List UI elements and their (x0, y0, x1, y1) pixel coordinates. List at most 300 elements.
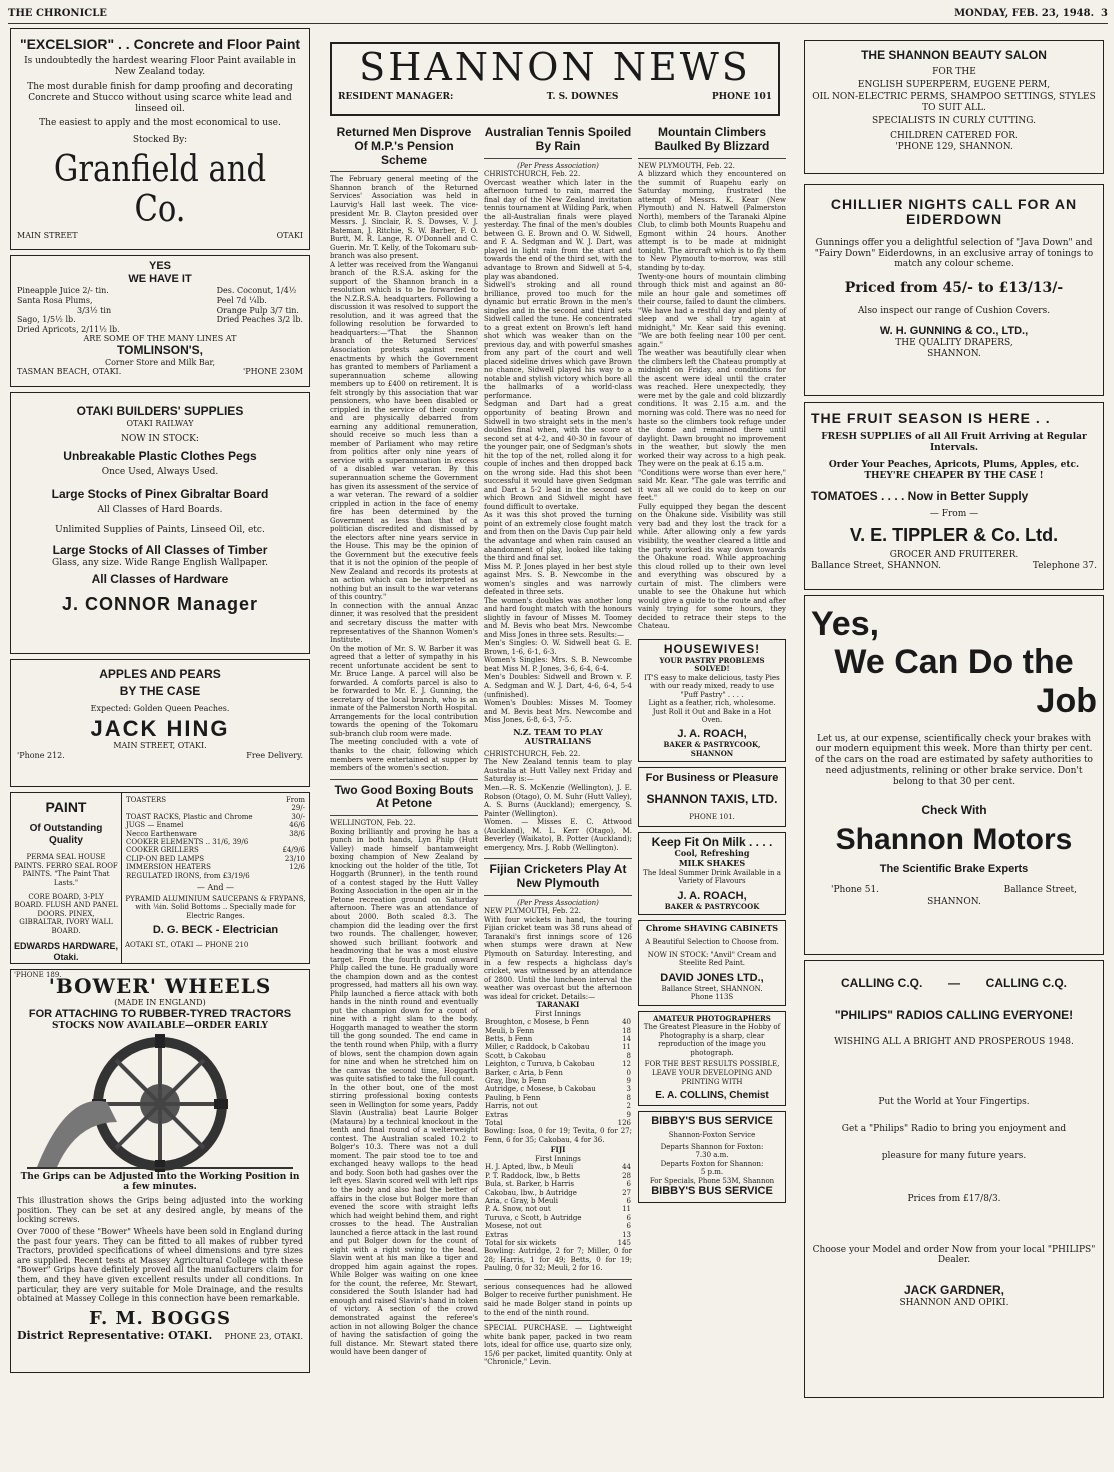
batting-row (484, 1163, 632, 1171)
housewives-sub: YOUR PASTRY PROBLEMS SOLVED! (659, 655, 765, 674)
roach-sub: BAKER & PASTRYCOOK, SHANNON (663, 740, 761, 758)
row-value: 38/6 (289, 829, 305, 838)
row-label: Total (485, 1118, 503, 1127)
row-label: Pauling, b Fenn (485, 1093, 541, 1102)
excelsior-line2: The most durable finish for damp proofing and decorating Concrete and Stucco without using scarce white lead and linseed oil. (27, 81, 293, 114)
row-value: 23/10 (284, 854, 305, 863)
item: 3/3½ tin (77, 305, 112, 315)
gunning-price: Priced from 45/- to £13/13/- (844, 280, 1064, 297)
philips-t10: Choose your Model and order Now from your local "PHILIPS" Dealer. (812, 1244, 1096, 1266)
motors-yes: Yes, (811, 605, 880, 643)
row-label: Gray, lbw, b Fenn (485, 1076, 547, 1085)
jones-ad (638, 920, 786, 1005)
news-column-1 (330, 122, 478, 1467)
boxing-continued: serious consequences had he allowed Bolger to receive further punishment. He said he made Bolger stand in points up to the end of the ninth round. (484, 1282, 632, 1317)
milk-ad (638, 832, 786, 916)
price-row (125, 846, 306, 854)
row-label: Harris, not out (485, 1102, 538, 1111)
row-value (281, 838, 306, 846)
row-value: 145 (617, 1238, 631, 1247)
tennis-subhead: N.Z. TEAM TO PLAY AUSTRALIANS (513, 726, 603, 747)
bower-title: 'BOWER' WHEELS (48, 974, 272, 998)
tippler-footer (811, 561, 1097, 572)
row-label: Betts, b Fenn (485, 1035, 533, 1044)
builders-line4: All Classes of Hard Boards. (97, 504, 223, 515)
batting-row (484, 1197, 632, 1205)
row-value: 3 (626, 1085, 631, 1094)
taxis-t1: For Business or Pleasure (645, 772, 779, 785)
row-label: Extras (485, 1110, 508, 1119)
item: Dried Peaches 3/2 lb. (216, 315, 303, 325)
mountain-headline: Mountain Climbers Baulked By Blizzard (654, 125, 770, 153)
batting-row (484, 1043, 632, 1051)
bower-p2: Over 7000 of these "Bower" Wheels have been sold in England during the past four years. They can be fitted to all makes of rubber tyred Tractors, provided specifications of wheel dimensions and tyre sizes are supplied. Recent tests at Massey Agricultural College with these "Bower" Grips have definitely proved all the manufacturers claim for them, and they have given excellent results under all conditions. In particular, they are very suitable for Mole Drainage, and the results obtained at Massey College in this connection have been remarkable. (17, 1226, 303, 1304)
mountain-body: NEW PLYMOUTH, Feb. 22. A blizzard which they encountered on the summit of Ruapehu early on Saturday morning, frustrated the attempt of Messrs. K. Kear (New Plymouth) and N. Hatwell (Palmerston North), members of the Taranaki Alpine Club, to climb both Mounts Ruapehu and Egmont within 24 hours. Another attempt is to be made at midnight tonight. The aircraft which is to fly them to New Plymouth to-morrow, was still standing by to-day. Twenty-one hours of mountain climbing through thick mist and against an 80-mile an hour gale and sometimes off their course, failed to daunt the climbers. "We have had a restful day and plenty of sleep and we shall try again at midnight," Mr. Kear said this evening. "We are both feeling near 100 per cent. again." The weather was beautifully clear when the climbers left the Chateau promptly at midnight on Friday, and conditions for the ascent were ideal until the crater was reached. Here unexpectedly, they were met by the gale and cold blizzardly conditions. It was 2.15 a.m. and the morning was cold. There was no need for haste so the climbers took refuge under the dome and remained there until daylight. Dawn brought no improvement in the weather, but slowly the men worked their way across to a high peak. They were on the peak at 6.15 a.m. "Conditions were worse than ever here," said Mr. Kear. "The gale was terrific and it was all we could do to keep on our feet." Fully equipped they began the descent on the Ohakune side. Visibility was still very bad and they lost the track for a while. After allowing only a few yards visibility, the weather cleared a little and the party worked its way down towards the Ohakune road. While approaching this cloud rolled up to their own level and everything was obscured by a curtain of mist. The climbers were unable to see the Ohakune hut which would give a guide to the route and after vainly trying for some hours, they decided to retrace their steps to the Chateau. (638, 161, 787, 631)
batting-row (484, 1035, 632, 1043)
builders-sub: OTAKI RAILWAY (126, 418, 194, 428)
street: MAIN STREET (17, 231, 78, 241)
fiji-body: NEW PLYMOUTH, Feb. 22. With four wickets in hand, the touring Fijian cricket team was 38 runs ahead of Taranaki's first innings score of 126 when stumps were drawn at New Plymouth on Saturday. Interesting, and in a few respects a highclass day's cricket, was witnessed by an attendance of 2800. Until the luncheon interval the weather was overcast but the afternoon was ideal for cricket. Details:— (484, 907, 632, 1001)
dash: — (948, 976, 960, 990)
jack-hing-ad (10, 659, 310, 787)
tennis-body: CHRISTCHURCH, Feb. 22. Overcast weather which later in the afternoon turned to rain, marred the final day of the New Zealand invitation tennis tournament at Wilding Park, when the all-Australian finals were played yesterday. The final of the men's doubles between G. E. Brown and O. W. Sidwell, and F. A. Sedgman and W. J. Dart, was played in light rain from the start and towards the end of the third set, with the advantage to Brown and Sidwell at 5-4, play was abandoned. Sidwell's stroking and all round brilliance, proved too much for the dynamic but erratic Brown in the men's singles and in the second and third sets Sidwell called the tune. He concentrated to a great extent on Brown's left hand shot which was weaker than on the previous day, and with powerful smashes from any part of the court and well placed sideline drives which gave Brown no chance, Sidwell played his way to a notable and stylish victory which bore all the hallmarks of a world-class performance. Sedgman and Dart had a great opportunity of beating Brown and Sidwell in two straight sets in the men's doubles final when, with the score at second set at 4-2, and 40-30 in favour of the younger pair, one of Sedgman's shots hit the top of the net, rolled along it for couple of inches and then dropped back on the wrong side. Had this shot been successful it would have given Sedgman and Dart a 5-2 lead in the second set which Brown and Sidwell might have found difficult to overtake. As it was this shot proved the turning point of an extremely close fought match and from then on the Davis Cup pair held the advantage and when rain caused an abandonment of play, looked like taking the third and final set. Miss M. P. Jones played in her best style against Mrs. S. B. Newcombe in the women's singles and was narrowly defeated in three sets. The women's doubles was another long and hard fought match with the honours slightly in favour of Misses M. Toomey and M. Bevis who beat Mrs. Newcombe and Miss Jones in three sets. Results:— Men's Singles: O. W. Sidwell beat G. E. Brown, 1-6, 6-1, 6-3. Women's Singles: Mrs. S. B. Newcombe beat Miss M. P. Jones, 3-6, 6-4, 6-4. Men's Doubles: Sidwell and Brown v. F. A. Sedgman and W. J. Dart, 4-6, 6-4, 5-4 (unfinished). Women's Doubles: Misses M. Toomey and M. Bevis beat Mrs. Newcombe and Miss Jones, 6-8, 6-3, 7-5. (484, 170, 632, 725)
fruit-season: THE FRUIT SEASON IS HERE . . (811, 410, 1051, 426)
bibby-bus-ad (638, 1111, 786, 1203)
tippler-t6: GROCER AND FRUITERER. (889, 549, 1019, 560)
milk-t2: Cool, Refreshing (674, 848, 750, 859)
tippler-t2: FRESH SUPPLIES of all All Fruit Arriving at Regular Intervals. (821, 432, 1087, 454)
batting-row (484, 1205, 632, 1213)
price-row (125, 863, 306, 871)
paper-name: THE CHRONICLE (8, 8, 107, 19)
row-label: Total for six wickets (485, 1238, 557, 1247)
mgr-label: RESIDENT MANAGER: (338, 91, 454, 102)
jones-t1: Chrome SHAVING CABINETS (645, 923, 779, 934)
beauty-t3: ENGLISH SUPERPERM, EUGENE PERM, (857, 79, 1051, 90)
motors-footer (811, 885, 1097, 896)
row-label: Broughton, c Mosese, b Fenn (485, 1018, 589, 1027)
row-label: TOASTERS (126, 796, 167, 804)
pans-text: PYRAMID ALUMINIUM SAUCEPANS & FRYPANS, with ⅛in. Solid Bottoms .. Specially made for Electric Ranges. (125, 894, 306, 920)
delivery: Free Delivery. (246, 750, 303, 760)
row-label: Aria, c Gray, b Meuli (485, 1197, 558, 1206)
motors-t6: The Scientific Brake Experts (879, 863, 1029, 876)
jones-phone: Phone 113S (690, 993, 734, 1002)
beauty-t4: OIL NON-ELECTRIC PERMS, SHAMPOO SETTINGS, STYLES TO SUIT ALL. (812, 92, 1096, 114)
bower-wheels-ad (10, 969, 310, 1373)
calling-cq-right: CALLING C.Q. (985, 976, 1067, 990)
row-label: Extras (485, 1230, 508, 1239)
taxis-ad (638, 767, 786, 827)
bower-made: (MADE IN ENGLAND) (114, 998, 206, 1007)
batting-row (484, 1018, 632, 1026)
row-label: JUGS — Enamel (126, 821, 184, 830)
tennis-body-2: CHRISTCHURCH, Feb. 22. The New Zealand tennis team to play Australia at Hutt Valley next Friday and Saturday is:— Men.—R. S. McKenzie (Wellington), J. E. Robson (Otago), O. M. Suhr (Hutt Valley), A. S. Burns (Auckland); emergency, S. Painter (Wellington). Women. — Misses E. C. Attwood (Auckland), M. L. Kerr (Otago), M. Beverley (Waikato), B. Potter (Auckland); emergency, Mrs. J. Robb (Wellington). (484, 749, 632, 852)
batting-row (484, 1077, 632, 1085)
paint-l2: CORE BOARD, 3-PLY BOARD. FLUSH AND PANEL DOORS. PINEX, GIBRALTAR, IVORY WALL BOARD. (14, 892, 118, 935)
philips-t8: pleasure for many future years. (881, 1150, 1027, 1161)
tippler-ad (804, 402, 1104, 590)
bus-t7: For Specials, Phone 53M, Shannon (649, 1176, 775, 1185)
builders-line2: Once Used, Always Used. (101, 466, 219, 477)
taxis-phone: PHONE 101. (689, 813, 735, 822)
price-row (125, 821, 306, 829)
row-value: 2 (626, 1102, 631, 1111)
row-label: Scott, b Cakobau (485, 1051, 546, 1060)
issue-date (954, 8, 1108, 19)
and-text: — And — (196, 882, 235, 892)
hing-footer (17, 751, 303, 761)
jones-t3: NOW IN STOCK: "Anvil" Cream and Steelite Red Paint. (647, 950, 777, 968)
special-purchase: SPECIAL PURCHASE. — Lightweight white bank paper, packed in two ream lots, ideal for office use, quarto size only, 15/6 per packet, limited quantity. Only at "Chronicle," Levin. (484, 1324, 632, 1367)
jones-addr: Ballance Street, SHANNON. (661, 984, 763, 993)
phone: 'PHONE 230M (243, 367, 303, 377)
price-row (125, 796, 306, 813)
apples-pears: APPLES AND PEARS (99, 667, 221, 681)
excelsior-line1: Is undoubtedly the hardest wearing Floor Paint available in New Zealand today. (24, 56, 296, 78)
shannon-motors-ad (804, 595, 1104, 955)
builders-supplies-ad (10, 392, 310, 654)
item: Santa Rosa Plums, (17, 295, 93, 305)
row-value (281, 872, 306, 880)
builders-line7: Glass, any size. Wide Range English Wallpaper. (52, 557, 268, 568)
left-ads-column (10, 28, 310, 1468)
town: OTAKI (276, 231, 303, 241)
row-value: 44 (622, 1163, 631, 1172)
batting-row (484, 1239, 632, 1247)
bower-caption: The Grips can be Adjusted into the Working Position in a few minutes. (20, 1171, 300, 1193)
news-column-2 (484, 122, 632, 1467)
collins-ad (638, 1011, 786, 1106)
bus-t5: Departs Foxton for Shannon: (660, 1159, 764, 1168)
tomlinson-addr: Corner Store and Milk Bar, (104, 357, 216, 367)
row-label: REGULATED IRONS, from £3/19/6 (126, 871, 250, 880)
item: Pineapple Juice 2/- tin. (17, 286, 109, 296)
milk-t4: The Ideal Summer Drink Available in a Variety of Flavours (643, 868, 781, 886)
collins-t2: The Greatest Pleasure in the Hobby of Photography is a sharp, clear reproduction of the image you photograph. (643, 1023, 781, 1057)
batting-row (484, 1060, 632, 1068)
motors-firm: Shannon Motors (835, 823, 1073, 857)
yes-heading: YES (148, 260, 171, 272)
milk-t1: Keep Fit On Milk . . . . (651, 834, 773, 849)
hing-addr: MAIN STREET, OTAKI. (113, 741, 207, 751)
bus-t6: 5 p.m. (700, 1168, 724, 1177)
row-label: Autridge, c Mosese, b Cakobau (485, 1085, 596, 1094)
taranaki-scorecard (484, 1018, 632, 1127)
paint-l1: PERMA SEAL HOUSE PAINTS. FERRO SEAL ROOF PAINTS. "The Paint That Lasts." (14, 853, 118, 887)
price-list (125, 796, 306, 880)
gunning-t1: CHILLIER NIGHTS CALL FOR AN EIDERDOWN (830, 196, 1078, 228)
row-label: Mosese, not out (485, 1222, 542, 1231)
town: TASMAN BEACH, OTAKI. (17, 367, 122, 377)
housewives-title: HOUSEWIVES! (663, 641, 761, 656)
item: Peel 7d ¼lb. (216, 295, 267, 305)
jones-t2: A Beautiful Selection to Choose from. (645, 937, 779, 946)
item: Sago, 1/5½ lb. (17, 315, 76, 325)
philips-wish: WISHING ALL A BRIGHT AND PROSPEROUS 1948. (834, 1036, 1074, 1047)
fiji-bowling: Bowling: Autridge, 2 for 7; Miller, 0 for 28; Harris, 1 for 49; Betts, 0 for 19; Pauling, 0 for 32; Meuli, 2 for 16. (484, 1247, 632, 1273)
row-value: 9 (626, 1110, 631, 1119)
batting-row (484, 1214, 632, 1222)
philips-calling: "PHILIPS" RADIOS CALLING EVERYONE! (834, 1007, 1074, 1022)
batting-row (484, 1222, 632, 1230)
beauty-t5: SPECIALISTS IN CURLY CUTTING. (871, 115, 1036, 126)
excelsior-title: "EXCELSIOR" . . Concrete and Floor Paint (19, 36, 301, 52)
builders-manager: J. CONNOR Manager (61, 593, 259, 614)
builders-title: OTAKI BUILDERS' SUPPLIES (76, 404, 244, 418)
batting-row (484, 1027, 632, 1035)
phone: 'Phone 212. (17, 750, 65, 760)
gunning-firm: W. H. GUNNING & CO., LTD., (879, 324, 1029, 337)
row-value: 6 (626, 1180, 631, 1189)
now-in-stock: NOW IN STOCK: (121, 434, 199, 445)
phone: PHONE 23, OTAKI. (224, 1331, 303, 1341)
batting-row (484, 1180, 632, 1188)
batting-row (484, 1189, 632, 1197)
row-value: 8 (626, 1093, 631, 1102)
date-text: MONDAY, FEB. 23, 1948. (954, 8, 1095, 19)
beauty-salon-ad (804, 40, 1104, 174)
more-lines: ARE SOME OF THE MANY LINES AT (83, 334, 237, 344)
grocery-list (17, 286, 303, 334)
bus-t4: 7.30 a.m. (695, 1151, 729, 1160)
gunning-ad (804, 184, 1104, 396)
row-value: 6 (626, 1222, 631, 1231)
row-value: 6 (626, 1213, 631, 1222)
collins-firm: E. A. COLLINS, Chemist (655, 1090, 769, 1102)
rsa-headline: Returned Men Disprove Of M.P.'s Pension Scheme (336, 125, 472, 167)
collins-t1: AMATEUR PHOTOGRAPHERS (653, 1013, 771, 1023)
taranaki-innings: First Innings (535, 1009, 581, 1018)
excelsior-firm: Granfield and Co. (53, 148, 267, 230)
philips-firm: JACK GARDNER, (903, 1283, 1004, 1298)
calling-cq-row (811, 977, 1097, 991)
price-row (125, 830, 306, 838)
bower-for: FOR ATTACHING TO RUBBER-TYRED TRACTORS (28, 1007, 292, 1020)
news-column-3 (638, 122, 786, 1467)
check-with: Check With (921, 802, 987, 817)
price-row (125, 855, 306, 863)
tennis-byline: (Per Press Association) (517, 161, 599, 170)
paint-phone: 'PHONE 189. (14, 970, 62, 979)
addr: Ballance Street, (1003, 884, 1077, 895)
bower-stocks: STOCKS NOW AVAILABLE—ORDER EARLY (52, 1020, 268, 1031)
bus-t1: BIBBY'S BUS SERVICE (651, 1115, 773, 1128)
price-row (125, 872, 306, 880)
we-have-it: WE HAVE IT (128, 273, 192, 286)
row-value: 28 (622, 1171, 631, 1180)
row-value: 126 (617, 1118, 631, 1127)
motors-can-do: We Can Do the (834, 643, 1074, 682)
taranaki-bowling: Bowling: Isoa, 0 for 19; Tevita, 0 for 27; Fenn, 6 for 35; Cakobau, 4 for 36. (484, 1127, 632, 1144)
tomlinson-ad (10, 255, 310, 387)
row-label: Necco Earthenware (126, 829, 197, 838)
beck-ad (122, 792, 310, 964)
milk-firm: J. A. ROACH, (677, 889, 747, 902)
paint-sub: Of Outstanding Quality (29, 823, 103, 847)
beauty-t7: 'PHONE 129, SHANNON. (895, 141, 1013, 152)
addr: Ballance Street, SHANNON. (811, 560, 942, 571)
bus-t3: Departs Shannon for Foxton: (660, 1142, 764, 1151)
row-label: IMMERSION HEATERS (126, 863, 211, 872)
bus-t2: Shannon-Foxton Service (668, 1131, 756, 1140)
milk-t3: MILK SHAKES (678, 858, 746, 869)
row-value: £4/9/6 (282, 846, 305, 855)
row-value: 11 (622, 1043, 631, 1052)
paint-beck-row (10, 792, 310, 979)
row-label: P. T. Raddock, lbw., b Betts (485, 1171, 580, 1180)
phone: 'Phone 51. (831, 884, 880, 895)
row-label: H. J. Apted, lbw., b Meuli (485, 1163, 574, 1172)
builders-line3: Large Stocks of Pinex Gibraltar Board (51, 486, 269, 501)
paint-firm: EDWARDS HARDWARE, Otaki. (14, 941, 119, 962)
fiji-scorecard (484, 1163, 632, 1247)
phone: Telephone 37. (1032, 560, 1097, 571)
tomatoes: TOMATOES . . . . Now in Better Supply (811, 488, 1029, 503)
expected: Expected: Golden Queen Peaches. (90, 703, 230, 713)
housewives-ad (638, 639, 786, 762)
row-value: 12/6 (289, 863, 305, 872)
items-left (17, 286, 120, 334)
housewives-t4: Light as a feather, rich, wholesome. Just Roll it Out and Bake in a Hot Oven. (648, 699, 776, 725)
gunning-t4: Also inspect our range of Cushion Covers. (857, 306, 1051, 317)
fiji-team: FIJI (550, 1145, 566, 1155)
item: Des. Coconut, 1/4½ (216, 286, 297, 296)
row-value: 30/- (291, 812, 305, 821)
row-label: Turuva, c Scott, b Autridge (485, 1213, 582, 1222)
excelsior-line3: The easiest to apply and the most economical to use. (39, 118, 281, 129)
paint-ad (10, 792, 122, 979)
banner-footer (338, 92, 772, 103)
philips-town: SHANNON AND OPIKI. (899, 1297, 1009, 1308)
batting-row (484, 1069, 632, 1077)
taranaki-team: TARANAKI (536, 1000, 580, 1010)
tennis-headline: Australian Tennis Spoiled By Rain (484, 125, 632, 153)
price-row (125, 838, 306, 846)
row-value: 9 (626, 1076, 631, 1085)
taxis-t2: SHANNON TAXIS, LTD. (646, 792, 778, 807)
housewives-t3: IT'S easy to make delicious, tasty Pies with our ready mixed, ready to use "Puff Pastry" . . . . (644, 673, 780, 699)
row-label: Leighton, c Turuva, b Cakobau (485, 1060, 595, 1069)
row-value: From 29/- (285, 796, 305, 813)
row-value: 27 (622, 1188, 631, 1197)
rep: District Representative: OTAKI. (17, 1328, 213, 1342)
row-value: 6 (626, 1197, 631, 1206)
row-label: Barker, c Aria, b Fenn (485, 1068, 563, 1077)
row-label: TOAST RACKS, Plastic and Chrome (126, 812, 253, 821)
by-the-case: BY THE CASE (119, 683, 201, 698)
fiji-headline: Fijian Cricketers Play At New Plymouth (489, 862, 627, 891)
hing-firm: JACK HING (90, 716, 230, 742)
motors-body: Let us, at our expense, scientifically check your brakes with our modern equipment this week. More than thirty per cent. of the cars on the road are estimated by safety authorities to need adjustments, relining or other brake service. Don't belong to that 30 per cent. (815, 733, 1093, 787)
fiji-byline: (Per Press Association) (517, 898, 599, 907)
beauty-t6: CHILDREN CATERED FOR. (890, 130, 1018, 141)
bower-p1: This illustration shows the Grips being adjusted into the working position. They can be set at any desired angle, by means of the locking screws. (17, 1196, 303, 1225)
philips-price: Prices from £17/8/3. (907, 1193, 1001, 1204)
roach-firm: J. A. ROACH, (677, 727, 747, 740)
wheel-icon (17, 1032, 303, 1172)
bower-firm: F. M. BOGGS (89, 1307, 231, 1329)
row-value: 8 (626, 1051, 631, 1060)
shannon-news-banner (330, 42, 780, 116)
banner-phone: PHONE 101 (711, 91, 772, 102)
tippler-firm: V. E. TIPPLER & Co. Ltd. (849, 525, 1059, 546)
row-value: 13 (622, 1230, 631, 1239)
milk-sub: BAKER & PASTRYCOOK (664, 901, 760, 911)
excelsior-stocked: Stocked By: (132, 135, 188, 146)
batting-row (484, 1094, 632, 1102)
paint-title: PAINT (45, 799, 87, 815)
row-value: 0 (626, 1068, 631, 1077)
excelsior-ad (10, 28, 310, 250)
calling-cq-left: CALLING C.Q. (841, 976, 923, 990)
tippler-t3: Order Your Peaches, Apricots, Plums, Apples, etc. THEY'RE CHEAPER BY THE CASE ! (828, 459, 1080, 481)
items-right (217, 286, 303, 334)
batting-row (484, 1052, 632, 1060)
right-ads-column (804, 28, 1104, 1468)
bower-footer (17, 1329, 303, 1342)
row-label: Meuli, b Fenn (485, 1026, 535, 1035)
motors-job: Job (1036, 682, 1097, 721)
gunning-t6: SHANNON. (927, 348, 981, 359)
jones-firm: DAVID JONES LTD., (660, 971, 764, 984)
batting-row (484, 1102, 632, 1110)
philips-radio-ad (804, 960, 1104, 1398)
builders-line5: Unlimited Supplies of Paints, Linseed Oil, etc. (55, 525, 265, 536)
builders-line1: Unbreakable Plastic Clothes Pegs (63, 449, 257, 464)
collins-t3: FOR THE BEST RESULTS POSSIBLE, LEAVE YOUR DEVELOPING AND PRINTING WITH (644, 1060, 780, 1086)
builders-line8: All Classes of Hardware (91, 571, 229, 586)
page-number: 3 (1101, 8, 1108, 19)
philips-t7: Get a "Philips" Radio to bring you enjoyment and (841, 1124, 1067, 1135)
item: Dried Apricots, 2/11½ lb. (17, 324, 120, 334)
builders-line6: Large Stocks of All Classes of Timber (52, 543, 268, 558)
row-value: 46/6 (289, 821, 305, 830)
row-value: 11 (622, 1205, 631, 1214)
mgr-name: T. S. DOWNES (546, 91, 619, 102)
tomlinson-firm: TOMLINSON'S, (117, 342, 203, 357)
rsa-body: The February general meeting of the Shannon branch of the Returned Services' Association was held in Laurvig's Hall last week. The vice-president Mr. B. Clayton presided over Messrs. J. Sinclair, R. S. Dowses, V. J. Bateman, J. Ritchie, S. W. Barber, F. O. Burtt, M. R. Lange, R. O'Donnell and C. Guerin. Mr. T. Kelly, of the Tokomaru sub-branch was also present. A letter was received from the Wanganui branch of the R.S.A. asking for the support of the Shannon branch in a resolution which is to be forwarded to the N.Z.R.S.A. headquarters. Following a discussion it was resolved to support the resolution, and it was agreed that the following resolution be forwarded to headquarters:—"That the Shannon branch of the Returned Services' Association protests against recent enactments by which the Government has granted to members of Parliament a superannuation scheme allowing members up to £400 on retirement. It is felt strongly by this association that war pensioners, who have been disabled or crippled in the service of their country and are physically debarred from earning any additional remuneration, should receive so much less than a member of Parliament who may retire from politics after only nine years of service with a superannuation in excess of a disabled war veteran. By this superannuation scheme the Government has given its assessment of the service of a war veteran. The reward of a soldier crippled in action in the face of enemy fire has been determined by the Government as less than that of a politician discredited and dismissed by the electors after nine years service in the House. This may be the opinion of the Government but the executive feels that it is not the opinion of the people of New Zealand and records its protests at an action which can be interpreted as nothing but an insult to the war veterans of this country." In connection with the annual Anzac dinner, it was resolved that the president and secretary discuss the matter with representatives of the Shannon Women's Institute. On the motion of Mr. S. W. Barber it was agreed that a letter of sympathy in his recent unfortunate accident be sent to Mr. Bruce Lange. A parcel will also be forwarded. A comforts parcel is also to be forwarded to Mr. E. J. Gunning, the secretary of the local branch, who is an inmate of the Palmerston North Hospital. Arrangements for the local contribution towards the opening of the Tokomaru sub-branch club room were made. The meeting concluded with a vote of thanks to the chair, following which members were entertained at supper by members of the women's section. (330, 175, 478, 773)
item: Orange Pulp 3/7 tin. (216, 305, 299, 315)
row-label: Miller, c Raddock, b Cakobau (485, 1043, 590, 1052)
beck-addr: AOTAKI ST., OTAKI — PHONE 210 (125, 941, 249, 950)
from-text: — From — (929, 509, 979, 520)
row-label: Cakobau, lbw., b Autridge (485, 1188, 577, 1197)
tomlinson-footer (17, 367, 303, 377)
boxing-body: WELLINGTON, Feb. 22. Boxing brilliantly and proving he has a punch in both hands, Lyn Philp (Hutt Valley) made himself bantamweight boxing champion of New Zealand by knocking out the holder of the title, Tot Hoggarth (Brunner), in the tenth round of a contest staged by the Hutt Valley Boxing Association in the open air in the Petone recreation ground on Saturday afternoon. There was an attendance of about 2000. Both scaled 8.3. The champion did the leading over the first two rounds. The challenger, however, showed such brilliant footwork and headmoving that he was a most elusive target. From the fourth round onward Philp called the tune. He gradually wore the champion down and as the contest progressed, had matters all his own way. Philp launched a fierce attack with both hands in the ninth round and eventually put the champion down for a count of nine with a right slam to the body. Hoggarth managed to weather the storm till the gong sounded. The end came in the tenth round when Philp, with a flurry of blows, sent the champion down again for nine and when he stretched him on the canvas the second time, Hoggarth was quite satisfied to take the full count. In the other bout, one of the most stirring professional boxing contests seen in Wellington for some years, Paddy Slavin (Australia) beat Laurie Bolger (Mataura) by a technical knockout in the tenth and final round of a welterweight contest. The Australian scaled 10.2 to Bolger's 10.3. There was not a dull moment. The pair stood toe to toe and exchanged heavy wallops to the head and body. Soon both had gashes over the left eyes. Slavin scored well with left rips to the body and also had the better of affairs in the close but Bolger more than evened the score with straight lefts which had weight behind them, and right crosses to the head. The Australian launched a fierce attack in the last round and put Bolger down for the count of eight with a right swing to the head. Slavin went at his man like a tiger and dropped him again against the ropes. While Bolger was waiting on one knee for the count, the referee, Mr. Stewart, considered the South Islander had had enough and raised Slavin's hand in token of victory. A section of the crowd demonstrated against the referee's action in not allowing Bolger the chance of having the satisfaction of going the full distance. Mr. Stewart stated there would have been danger of (330, 819, 478, 1357)
beauty-t1: THE SHANNON BEAUTY SALON (861, 48, 1047, 62)
row-label: P. A. Snow, not out (485, 1205, 551, 1214)
batting-row (484, 1172, 632, 1180)
boxing-headline: Two Good Boxing Bouts At Petone (334, 782, 474, 811)
masthead (8, 4, 1108, 24)
batting-row (484, 1231, 632, 1239)
row-label: Bula, st. Barker, b Harris (485, 1180, 574, 1189)
tractor-wheel-illustration (17, 1032, 303, 1172)
batting-row (484, 1119, 632, 1127)
fiji-innings: First Innings (535, 1154, 581, 1163)
philips-t6: Put the World at Your Fingertips. (878, 1097, 1030, 1108)
beauty-t2: FOR THE (932, 66, 976, 77)
row-value: 18 (622, 1026, 631, 1035)
batting-row (484, 1085, 632, 1093)
price-row (125, 813, 306, 821)
row-label: COOKER ELEMENTS .. 31/6, 39/6 (126, 837, 249, 846)
gunning-t2: Gunnings offer you a delightful selection of "Java Down" and "Fairy Down" Eiderdowns, in an exclusive array of tonings to match any colour scheme. (814, 237, 1094, 270)
section-title: SHANNON NEWS (359, 45, 751, 89)
row-value: 14 (622, 1035, 631, 1044)
row-value: 40 (622, 1018, 631, 1027)
